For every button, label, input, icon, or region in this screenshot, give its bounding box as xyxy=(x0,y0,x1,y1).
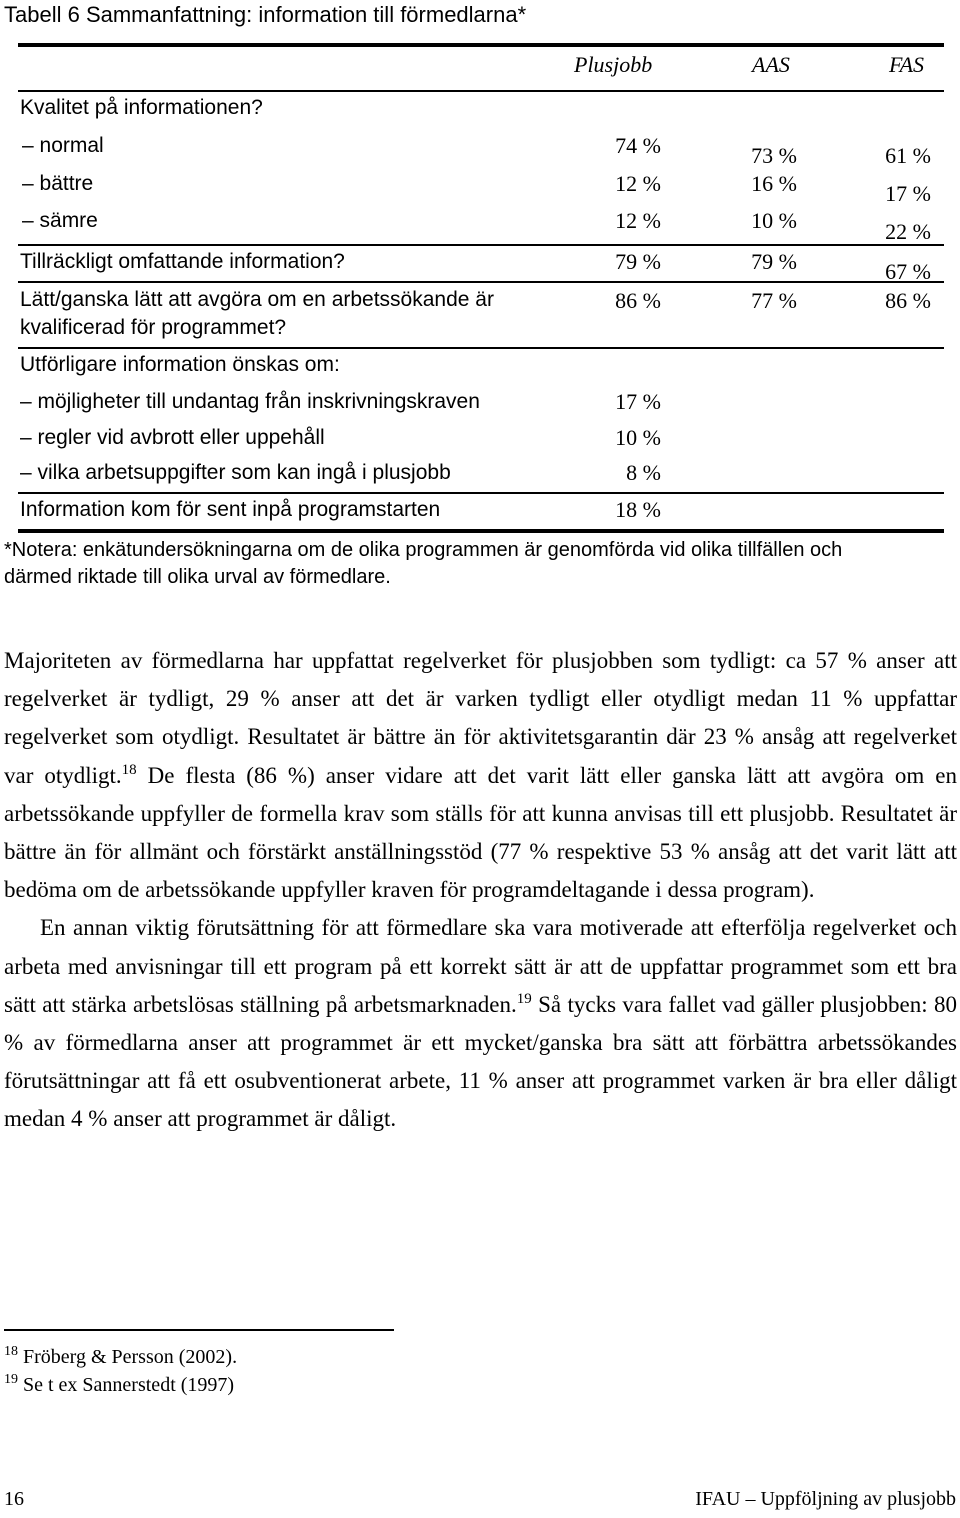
body-text xyxy=(4,642,957,1139)
page-number: 16 xyxy=(4,1488,24,1510)
cell-fas: 67 % xyxy=(885,259,931,284)
row-label: Tillräckligt omfattande information? xyxy=(20,250,345,273)
table-note: *Notera: enkätundersökningarna om de olika programmen är genomförda vid olika tillfällen och xyxy=(4,539,843,561)
paragraph-text: Så tycks vara fallet vad gäller plusjobben: 80 % av förmedlarna anser att programmet är ett mycket/ganska bra sätt att förbättra arbetssökandes förutsättningar att få ett osubventionerat arbete, 11 % anser att programmet varken är bra eller dåligt medan 4 % anser att programmet är dåligt. xyxy=(4,991,957,1132)
row-label: Information kom för sent inpå programstarten xyxy=(20,498,441,521)
cell-plusjobb: 8 % xyxy=(626,460,661,485)
row-rule xyxy=(18,347,944,349)
footnote-number: 19 xyxy=(4,1372,18,1387)
table-caption: Tabell 6 Sammanfattning: information till förmedlarna* xyxy=(4,2,527,27)
row-label: – regler vid avbrott eller uppehåll xyxy=(20,426,325,449)
header-rule xyxy=(18,90,944,92)
column-header-plusjobb: Plusjobb xyxy=(574,52,653,77)
cell-aas: 10 % xyxy=(751,208,797,233)
row-rule xyxy=(18,281,944,283)
cell-aas: 73 % xyxy=(751,143,797,168)
column-header-aas: AAS xyxy=(752,52,790,77)
paragraph-text: Majoriteten av förmedlarna har uppfattat regelverket för plusjobben som tydligt: ca 57 % anser att regelverket är tydligt, 29 % anser att det är varken tydligt eller otydligt medan 11 % uppfattar regelverket som otydligt. Resultatet är bättre än för aktivitetsgarantin där 23 % ansåg att regelverket var otydligt. xyxy=(4,648,957,788)
paragraph xyxy=(4,909,957,1138)
row-label: Utförligare information önskas om: xyxy=(20,353,340,376)
cell-fas: 61 % xyxy=(885,143,931,168)
paragraph xyxy=(4,642,957,909)
row-rule xyxy=(18,244,944,246)
cell-plusjobb: 12 % xyxy=(615,208,661,233)
table-note-continued: därmed riktade till olika urval av förmedlare. xyxy=(4,566,391,588)
row-label: – bättre xyxy=(22,172,94,195)
footnote-number: 18 xyxy=(4,1344,18,1359)
table-top-rule xyxy=(18,43,944,47)
cell-fas: 86 % xyxy=(885,288,931,313)
footnote xyxy=(4,1374,234,1397)
footnote-rule xyxy=(4,1329,394,1331)
footnote-ref: 18 xyxy=(121,761,137,778)
table-bottom-rule xyxy=(18,529,944,533)
row-label: Lätt/ganska lätt att avgöra om en arbetssökande är xyxy=(20,288,494,311)
row-label: – möjligheter till undantag från inskrivningskraven xyxy=(20,390,480,413)
cell-aas: 77 % xyxy=(751,288,797,313)
row-rule xyxy=(18,492,944,494)
paragraph-text: En annan viktig förutsättning för att förmedlare ska vara motiverade att efterfölja regelverket och arbeta med anvisningar till ett program på ett korrekt sätt är att de uppfattar programmet som ett bra sätt att stärka arbetslösas ställning på arbetsmarknaden. xyxy=(4,915,957,1017)
cell-fas: 17 % xyxy=(885,181,931,206)
cell-plusjobb: 12 % xyxy=(615,171,661,196)
row-label: – vilka arbetsuppgifter som kan ingå i plusjobb xyxy=(20,461,451,484)
footnote-ref: 19 xyxy=(516,990,532,1007)
cell-plusjobb: 79 % xyxy=(615,249,661,274)
cell-aas: 16 % xyxy=(751,171,797,196)
running-title: IFAU – Uppföljning av plusjobb xyxy=(695,1488,956,1510)
footnote-text: Se t ex Sannerstedt (1997) xyxy=(23,1374,235,1396)
row-label-continued: kvalificerad för programmet? xyxy=(20,316,287,339)
cell-aas: 79 % xyxy=(751,249,797,274)
row-label: Kvalitet på informationen? xyxy=(20,96,263,119)
cell-fas: 22 % xyxy=(885,219,931,244)
footnote xyxy=(4,1346,237,1369)
cell-plusjobb: 18 % xyxy=(615,497,661,522)
cell-plusjobb: 86 % xyxy=(615,288,661,313)
column-header-fas: FAS xyxy=(889,52,925,77)
row-label: – normal xyxy=(22,134,104,157)
cell-plusjobb: 74 % xyxy=(615,133,661,158)
row-label: – sämre xyxy=(22,209,98,232)
paragraph-text: De flesta (86 %) anser vidare att det varit lätt eller ganska lätt att avgöra om en arbetssökande uppfyller de formella krav som ställs för att kunna anvisas till ett plusjobb. Resultatet är bättre än för allmänt och förstärkt anställningsstöd (77 % respektive 53 % ansåg att det varit lätt att bedöma om de arbetssökande uppfyller kraven för programdeltagande i dessa program). xyxy=(4,762,957,903)
cell-plusjobb: 17 % xyxy=(615,389,661,414)
cell-plusjobb: 10 % xyxy=(615,425,661,450)
footnote-text: Fröberg & Persson (2002). xyxy=(23,1346,238,1368)
